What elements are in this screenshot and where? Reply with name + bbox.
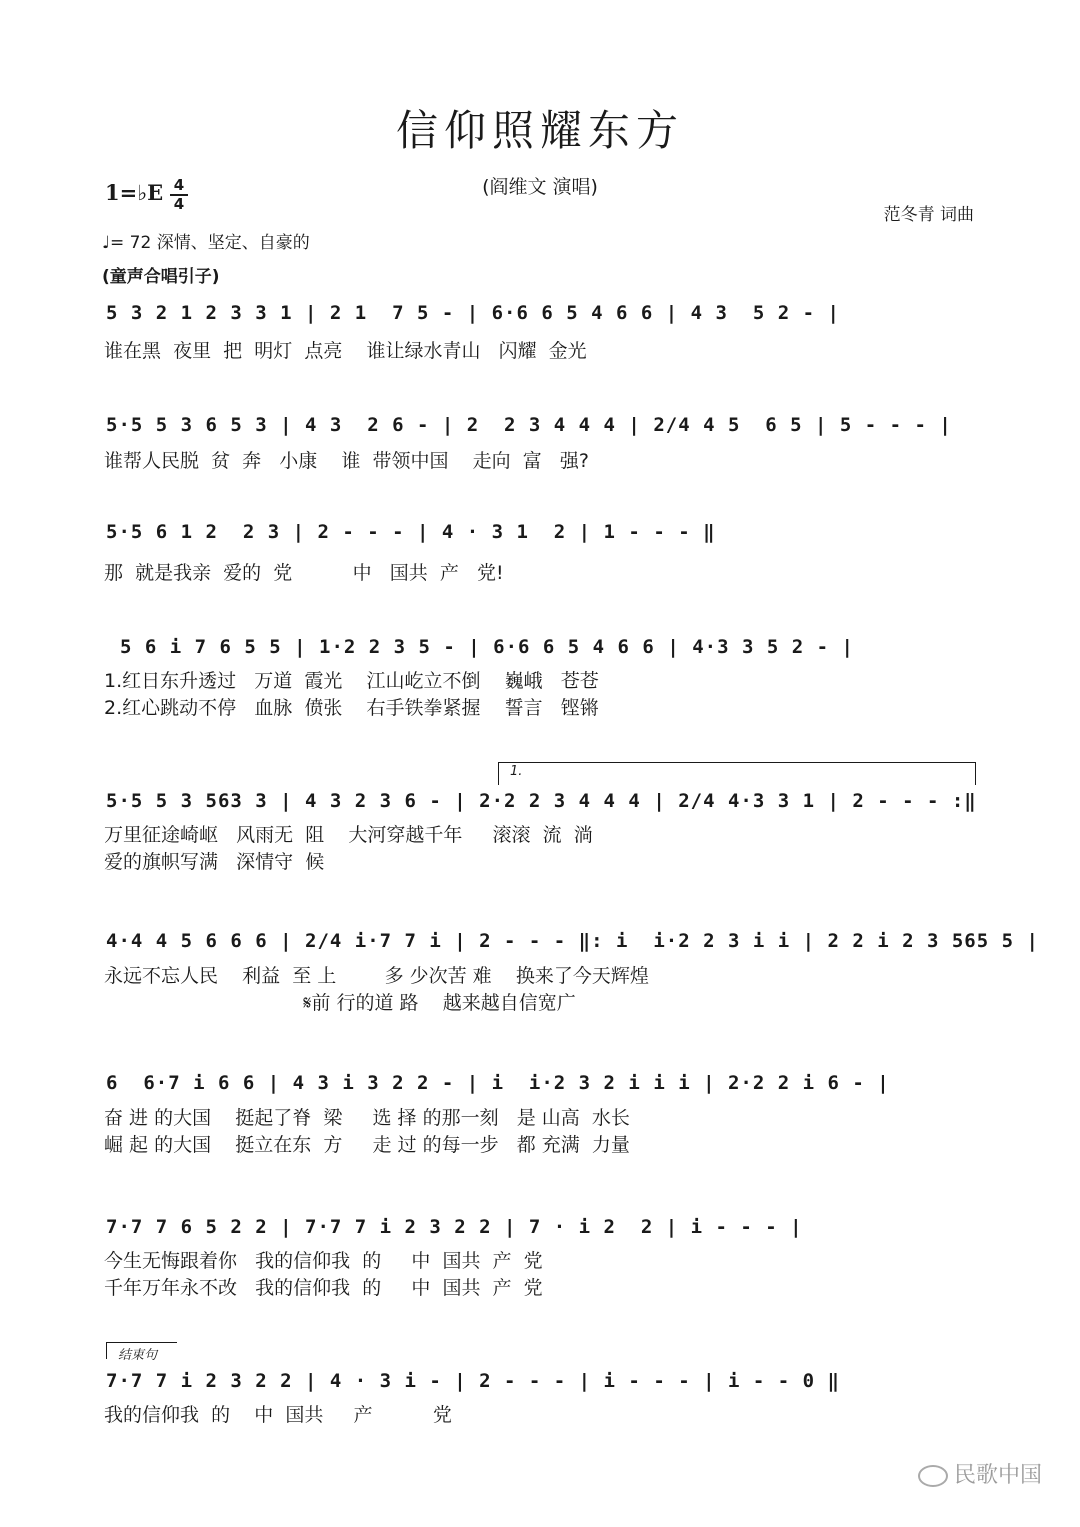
notation-row-6: 4·4 4 5 6 6 6 | 2/4 i·7 7 i | 2 - - - ‖: i i·2 2 3 i i | 2 2 i 2 3 565 5 | (106, 930, 1039, 952)
lyric-row-4-verse-2: 2.红心跳动不停 血脉 偾张 右手铁拳紧握 誓言 铿锵 (104, 697, 599, 719)
notation-row-7: 6 6·7 i 6 6 | 4 3 i 3 2 2 - | i i·2 3 2 i i i | 2·2 2 i 6 - | (106, 1072, 890, 1094)
tempo-marking: ♩= 72 深情、坚定、自豪的 (102, 233, 310, 253)
notation-row-3: 5·5 6 1 2 2 3 | 2 - - - | 4 · 3 1 2 | 1 - - - ‖ (106, 521, 716, 543)
lyric-row-3: 那 就是我亲 爱的 党 中 国共 产 党! (104, 562, 504, 584)
ending-label: 结束句 (118, 1348, 158, 1363)
lyric-row-5-verse-2: 爱的旗帜写满 深情守 候 (104, 851, 325, 873)
notation-row-4: 5 6 i 7 6 5 5 | 1·2 2 3 5 - | 6·6 6 5 4 6 6 | 4·3 3 5 2 - | (120, 636, 854, 658)
lyric-row-2: 谁帮人民脱 贫 奔 小康 谁 带领中国 走向 富 强? (104, 450, 589, 472)
time-signature: 4 4 (170, 178, 188, 212)
notation-row-5: 5·5 5 3 563 3 | 4 3 2 3 6 - | 2·2 2 3 4 4 4 | 2/4 4·3 3 1 | 2 - - - :‖ (106, 790, 977, 812)
lyric-row-8-verse-2: 千年万年永不改 我的信仰我 的 中 国共 产 党 (104, 1277, 543, 1299)
notation-row-2: 5·5 5 3 6 5 3 | 4 3 2 6 - | 2 2 3 4 4 4 | 2/4 4 5 6 5 | 5 - - - | (106, 414, 952, 436)
lyric-row-5-verse-1: 万里征途崎岖 风雨无 阻 大河穿越千年 滚滚 流 淌 (104, 824, 593, 846)
lyric-row-4-verse-1: 1.红日东升透过 万道 霞光 江山屹立不倒 巍峨 苍苍 (104, 670, 599, 692)
lyric-row-6-verse-1: 永远不忘人民 利益 至 上 多 少次苦 难 换来了今天辉煌 (104, 965, 649, 987)
key-signature: 1=♭E (105, 180, 164, 205)
wechat-icon (918, 1465, 948, 1487)
intro-label: (童声合唱引子) (102, 267, 220, 287)
volta-bracket (498, 762, 976, 785)
performer-subtitle: (阎维文 演唱) (482, 176, 598, 198)
author-credit: 范冬青 词曲 (883, 205, 974, 225)
song-title: 信仰照耀东方 (395, 106, 684, 155)
lyric-row-7-verse-1: 奋 进 的大国 挺起了脊 梁 选 择 的那一刻 是 山高 水长 (104, 1107, 630, 1129)
lyric-row-1: 谁在黑 夜里 把 明灯 点亮 谁让绿水青山 闪耀 金光 (104, 340, 587, 362)
lyric-row-9: 我的信仰我 的 中 国共 产 党 (104, 1404, 452, 1426)
lyric-row-6-verse-2: 𝄋前 行的道 路 越来越自信宽广 (104, 992, 576, 1014)
notation-row-9: 7·7 7 i 2 3 2 2 | 4 · 3 i - | 2 - - - | i - - - | i - - 0 ‖ (106, 1370, 840, 1392)
lyric-row-7-verse-2: 崛 起 的大国 挺立在东 方 走 过 的每一步 都 充满 力量 (104, 1134, 630, 1156)
watermark: 民歌中国 (918, 1458, 1042, 1489)
notation-row-8: 7·7 7 6 5 2 2 | 7·7 7 i 2 3 2 2 | 7 · i 2 2 | i - - - | (106, 1216, 803, 1238)
volta-label: 1. (510, 764, 523, 779)
notation-row-1: 5 3 2 1 2 3 3 1 | 2 1 7 5 - | 6·6 6 5 4 6 6 | 4 3 5 2 - | (106, 302, 840, 324)
lyric-row-8-verse-1: 今生无悔跟着你 我的信仰我 的 中 国共 产 党 (104, 1250, 543, 1272)
